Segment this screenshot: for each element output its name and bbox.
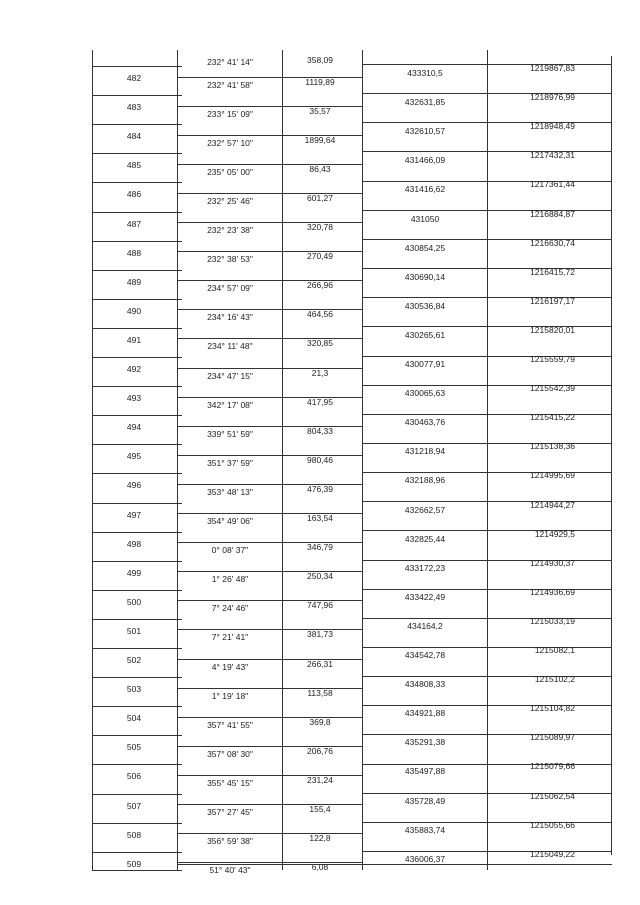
segment-length: 320,78	[307, 222, 333, 233]
coordinate-y: 1215079,66	[530, 761, 575, 772]
coordinate-y: 1215089,97	[530, 732, 575, 743]
row-line	[92, 677, 182, 678]
segment-angle: 233° 15' 09"	[207, 108, 253, 119]
row-line	[92, 153, 182, 154]
segment-length: 35,57	[309, 105, 331, 116]
coordinate-y: 1215542,39	[530, 383, 575, 394]
coordinate-x: 430077,91	[404, 359, 446, 369]
point-number: 485	[126, 160, 142, 171]
row-line	[92, 124, 182, 125]
coordinate-y: 1216197,17	[530, 295, 575, 306]
segment-length: 476,39	[307, 483, 333, 494]
segment-length: 206,76	[307, 745, 333, 756]
point-number: 493	[126, 393, 142, 404]
row-line	[92, 764, 182, 765]
point-number: 509	[126, 858, 142, 869]
coordinate-x: 431218,94	[404, 446, 446, 457]
coordinate-y: 1214929,5	[534, 528, 575, 539]
point-number: 505	[126, 742, 142, 753]
segment-length: 122,8	[309, 833, 331, 844]
segment-length: 417,95	[307, 396, 333, 407]
coordinate-x: 432825,44	[404, 533, 446, 544]
segment-angle: 234° 16' 43"	[207, 312, 253, 323]
segment-angle: 7° 21' 41"	[211, 632, 249, 643]
row-line	[92, 212, 182, 213]
coordinate-x: 434921,88	[404, 708, 446, 719]
segment-angle: 232° 23' 38"	[207, 225, 253, 236]
segment-length: 113,58	[307, 687, 333, 698]
point-number: 506	[126, 771, 142, 782]
row-line	[92, 532, 182, 533]
point-number: 498	[126, 538, 142, 549]
segment-length: 266,31	[307, 658, 333, 669]
row-line	[92, 444, 182, 445]
point-number: 495	[126, 451, 142, 462]
coordinate-y: 1215082,1	[534, 645, 575, 655]
coordinate-y: 1215104,82	[530, 703, 575, 714]
point-number: 500	[126, 596, 142, 607]
segment-length: 163,54	[307, 513, 333, 524]
coordinate-y: 1218948,49	[530, 121, 575, 132]
row-line	[92, 182, 182, 183]
coordinate-y: 1215049,22	[530, 848, 575, 859]
segment-angle: 4° 19' 43"	[211, 661, 249, 672]
coordinate-x: 434808,33	[404, 679, 446, 690]
column-divider	[177, 50, 178, 870]
segment-angle: 234° 11' 48"	[207, 341, 253, 352]
coordinate-x: 435291,38	[404, 737, 446, 748]
segment-length: 346,79	[307, 542, 333, 553]
row-line	[92, 561, 182, 562]
point-number: 487	[126, 218, 142, 229]
segment-length: 1899,64	[304, 134, 336, 145]
coordinate-x: 432631,85	[404, 97, 446, 108]
coordinate-x: 434164,2	[407, 620, 443, 631]
segment-length: 231,24	[307, 774, 333, 785]
point-number: 497	[126, 509, 142, 520]
point-number: 494	[126, 422, 142, 433]
coordinate-y: 1217432,31	[530, 150, 575, 161]
segment-length: 464,56	[307, 309, 333, 320]
row-line	[92, 823, 182, 824]
segment-angle: 232° 25' 46"	[207, 195, 253, 206]
coordinate-y: 1215415,22	[530, 412, 575, 423]
coordinate-x: 430854,25	[404, 242, 446, 253]
segment-angle: 234° 57' 09"	[207, 283, 253, 294]
coordinate-y: 1214936,69	[530, 586, 575, 597]
segment-length: 270,49	[307, 251, 333, 262]
point-number: 482	[126, 73, 142, 83]
segment-length: 369,8	[309, 716, 331, 727]
coordinate-y: 1215138,36	[530, 441, 575, 452]
segment-length: 266,96	[307, 280, 333, 291]
row-line	[92, 794, 182, 795]
coordinate-x: 430536,84	[404, 300, 446, 311]
coordinate-y: 1214944,27	[530, 499, 575, 510]
coordinate-y: 1219867,83	[530, 63, 575, 73]
coordinate-x: 430690,14	[404, 271, 446, 282]
point-number: 483	[126, 102, 142, 113]
segment-length: 21,3	[311, 367, 329, 378]
row-line	[92, 328, 182, 329]
coordinate-y: 1215055,66	[530, 819, 575, 830]
coordinate-x: 430265,61	[404, 329, 446, 340]
point-number: 489	[126, 276, 142, 287]
segment-length: 155,4	[309, 804, 331, 815]
point-number: 488	[126, 247, 142, 258]
point-number: 496	[126, 480, 142, 491]
segment-angle: 357° 27' 45"	[207, 807, 253, 818]
coordinate-x: 432188,96	[404, 475, 446, 486]
segment-angle: 1° 19' 18"	[211, 690, 249, 701]
row-line	[92, 590, 182, 591]
coordinate-y: 1215559,79	[530, 354, 575, 364]
segment-angle: 355° 45' 15"	[207, 777, 253, 788]
point-number: 486	[126, 189, 142, 200]
segment-length: 381,73	[307, 629, 333, 640]
point-number: 507	[126, 800, 142, 811]
column-divider	[362, 50, 363, 870]
segment-angle: 7° 24' 46"	[211, 603, 249, 614]
row-line	[92, 735, 182, 736]
segment-angle: 353° 48' 13"	[207, 486, 253, 497]
row-line	[92, 95, 182, 96]
row-line	[92, 852, 182, 853]
column-divider	[282, 50, 283, 870]
row-line	[92, 473, 182, 474]
segment-angle: 351° 37' 59"	[207, 457, 253, 468]
coordinate-x: 436006,37	[404, 853, 446, 864]
coordinate-x: 435497,88	[404, 766, 446, 777]
segment-angle: 342° 17' 08"	[207, 399, 253, 410]
segment-length: 601,27	[307, 192, 333, 203]
row-line	[92, 619, 182, 620]
segment-angle: 232° 41' 58"	[207, 79, 253, 90]
point-number: 499	[126, 567, 142, 578]
coordinate-x: 430463,76	[404, 417, 446, 428]
row-line	[92, 299, 182, 300]
coordinate-y: 1215062,54	[530, 790, 575, 801]
coordinate-x: 433172,23	[404, 562, 446, 573]
row-line	[177, 864, 612, 865]
coordinate-x: 432610,57	[404, 126, 446, 137]
segment-length: 804,33	[307, 425, 333, 436]
coordinate-x: 432662,57	[404, 504, 446, 515]
segment-length: 250,34	[307, 571, 333, 582]
point-number: 503	[126, 684, 142, 695]
row-line	[92, 415, 182, 416]
row-line	[92, 270, 182, 271]
coordinate-x: 434542,78	[404, 650, 446, 660]
coordinate-y: 1218976,99	[530, 92, 575, 103]
segment-length: 6,08	[311, 862, 329, 873]
point-number: 484	[126, 131, 142, 142]
row-line	[92, 386, 182, 387]
point-number: 508	[126, 829, 142, 840]
column-divider	[487, 50, 488, 870]
point-number: 501	[126, 625, 142, 636]
segment-angle: 356° 59' 38"	[207, 836, 253, 847]
segment-length: 320,85	[307, 338, 333, 349]
coordinate-y: 1214995,69	[530, 470, 575, 481]
coordinate-x: 433422,49	[404, 591, 446, 602]
segment-angle: 51° 40' 43"	[209, 865, 251, 876]
point-number: 502	[126, 655, 142, 665]
coordinate-x: 431416,62	[404, 184, 446, 195]
coordinate-y: 1215102,2	[534, 674, 575, 685]
row-line	[92, 357, 182, 358]
segment-angle: 232° 41' 14"	[207, 57, 253, 67]
segment-angle: 0° 08' 37"	[211, 545, 249, 556]
segment-angle: 354° 49' 06"	[207, 516, 253, 527]
coordinate-y: 1215820,01	[530, 324, 575, 335]
row-line	[92, 706, 182, 707]
coordinate-x: 435728,49	[404, 795, 446, 806]
coordinate-x: 435883,74	[404, 824, 446, 835]
segment-angle: 357° 08' 30"	[207, 748, 253, 759]
point-number: 490	[126, 305, 142, 316]
coordinate-y: 1214930,37	[530, 557, 575, 568]
point-number: 492	[126, 364, 142, 374]
segment-angle: 235° 05' 00"	[207, 166, 253, 177]
segment-length: 747,96	[307, 600, 333, 611]
column-divider	[92, 50, 93, 870]
point-number: 504	[126, 713, 142, 724]
segment-length: 1119,89	[305, 76, 335, 87]
segment-angle: 357° 41' 55"	[207, 719, 253, 730]
coordinate-x: 430065,63	[404, 388, 446, 399]
row-line	[92, 648, 182, 649]
coordinate-y: 1217361,44	[530, 179, 575, 190]
coordinate-x: 433310,5	[407, 68, 443, 78]
coordinate-x: 431466,09	[404, 155, 446, 166]
coordinate-y: 1216630,74	[530, 237, 575, 248]
row-line	[92, 870, 182, 871]
row-line	[92, 503, 182, 504]
row-line	[92, 66, 182, 67]
coordinate-y: 1215033,19	[530, 615, 575, 626]
row-line	[92, 241, 182, 242]
segment-angle: 234° 47' 15"	[207, 370, 253, 381]
segment-length: 358,09	[307, 55, 333, 65]
segment-angle: 232° 57' 10"	[207, 137, 253, 148]
coordinate-y: 1216884,87	[530, 208, 575, 219]
segment-length: 86,43	[309, 163, 331, 174]
point-number: 491	[126, 334, 142, 345]
segment-angle: 232° 38' 53"	[207, 254, 253, 265]
coordinate-y: 1216415,72	[530, 266, 575, 277]
coordinate-x: 431050	[410, 213, 440, 224]
segment-length: 980,46	[307, 454, 333, 465]
segment-angle: 339° 51' 59"	[207, 428, 253, 439]
segment-angle: 1° 26' 48"	[211, 574, 249, 585]
